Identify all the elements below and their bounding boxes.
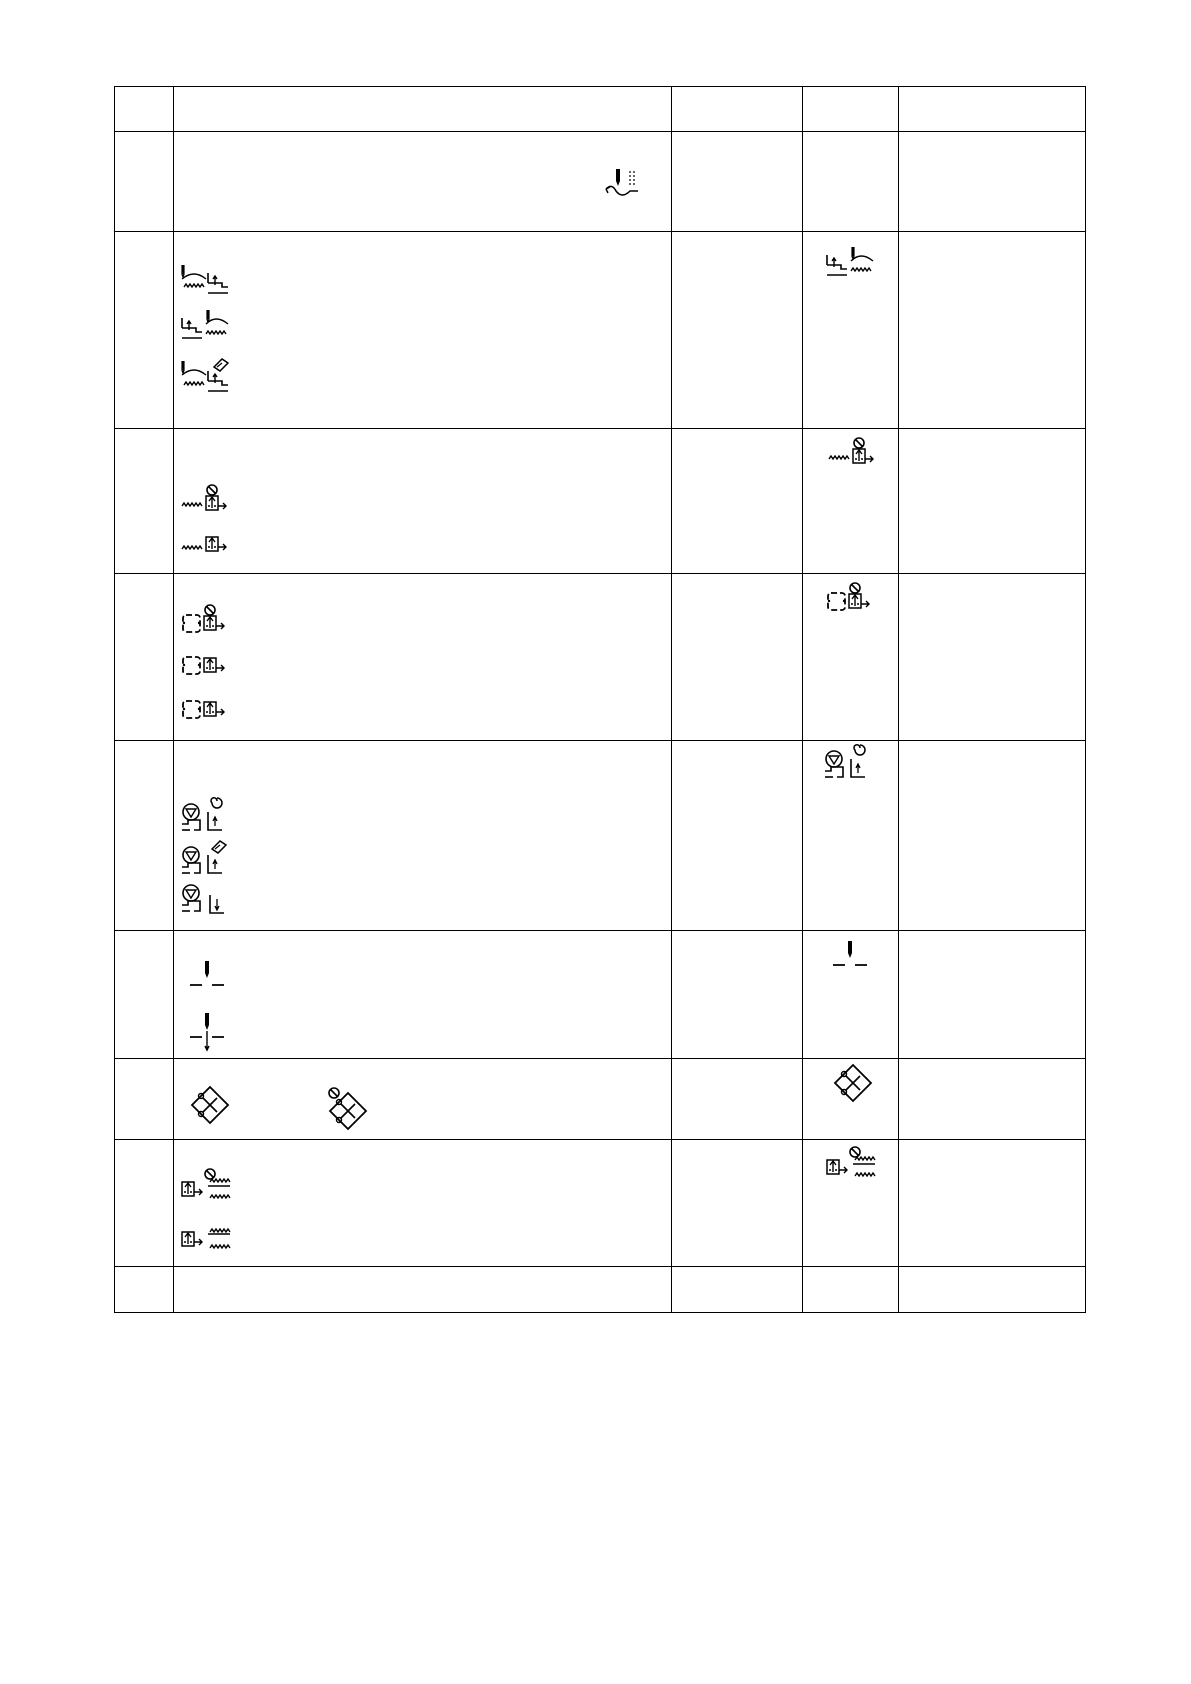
table-row [115, 132, 1086, 232]
default-cell [803, 741, 899, 931]
options-cell [174, 741, 672, 931]
range-cell [672, 132, 803, 232]
stop-switch-thread-up-icon [825, 743, 877, 781]
table-row [115, 741, 1086, 931]
row-number-cell [115, 574, 174, 741]
range-cell [672, 741, 803, 931]
table-header-row [115, 87, 1086, 132]
range-cell [672, 1140, 803, 1267]
remarks-cell [899, 429, 1086, 574]
stitch-no-foot-lift-icon [827, 437, 879, 469]
frame-lift-icon [180, 652, 232, 680]
frame-no-lift-icon [825, 582, 877, 614]
stop-switch-down-icon [182, 881, 234, 917]
range-cell [672, 1059, 803, 1140]
row-number-cell [115, 1059, 174, 1140]
options-cell [174, 1059, 672, 1140]
remarks-cell [899, 232, 1086, 429]
header-cell-remarks [899, 87, 1086, 132]
feed-lift-stitch-icon [180, 1222, 234, 1254]
row-number-cell [115, 1267, 174, 1313]
options-cell [174, 1140, 672, 1267]
header-cell-default [803, 87, 899, 132]
foot-down-then-stitch-icon [825, 247, 875, 279]
needle-with-thread-icon [604, 169, 640, 199]
options-cell [174, 574, 672, 741]
options-cell [174, 232, 672, 429]
feed-no-lift-stitch-icon [825, 1146, 879, 1182]
table-row [115, 931, 1086, 1059]
stop-switch-flag-up-icon [182, 839, 234, 877]
feed-no-lift-stitch-icon [180, 1168, 234, 1204]
stop-switch-thread-up-icon [182, 796, 234, 834]
foot-down-then-stitch-icon [180, 310, 230, 342]
table-row [115, 429, 1086, 574]
needle-down-position-icon [188, 1011, 228, 1051]
range-cell [672, 232, 803, 429]
frame-lift-alt-icon [180, 696, 232, 724]
default-cell [803, 132, 899, 232]
default-cell [803, 1140, 899, 1267]
range-cell [672, 429, 803, 574]
thread-trim-icon [833, 1063, 873, 1103]
header-cell-range [672, 87, 803, 132]
remarks-cell [899, 132, 1086, 232]
row-number-cell [115, 1140, 174, 1267]
table-row [115, 1267, 1086, 1313]
settings-table [114, 86, 1086, 1313]
options-cell [174, 429, 672, 574]
table-row [115, 232, 1086, 429]
range-cell [672, 931, 803, 1059]
row-number-cell [115, 232, 174, 429]
stitch-then-foot-with-flag-icon [180, 359, 230, 395]
default-cell [803, 429, 899, 574]
table-row [115, 1059, 1086, 1140]
default-cell [803, 574, 899, 741]
default-cell [803, 1267, 899, 1313]
remarks-cell [899, 1059, 1086, 1140]
default-cell [803, 1059, 899, 1140]
stitch-no-foot-lift-icon [180, 484, 232, 516]
range-cell [672, 1267, 803, 1313]
stitch-then-foot-down-icon [180, 265, 230, 297]
default-cell [803, 931, 899, 1059]
row-number-cell [115, 741, 174, 931]
remarks-cell [899, 741, 1086, 931]
table-row [115, 574, 1086, 741]
header-cell-no [115, 87, 174, 132]
frame-no-lift-icon [180, 604, 232, 636]
options-cell [174, 1267, 672, 1313]
remarks-cell [899, 574, 1086, 741]
needle-up-position-icon [831, 939, 871, 967]
header-cell-item [174, 87, 672, 132]
options-cell [174, 931, 672, 1059]
remarks-cell [899, 931, 1086, 1059]
row-number-cell [115, 931, 174, 1059]
stitch-foot-lift-icon [180, 529, 232, 557]
table-row [115, 1140, 1086, 1267]
row-number-cell [115, 132, 174, 232]
remarks-cell [899, 1140, 1086, 1267]
default-cell [803, 232, 899, 429]
options-cell [174, 132, 672, 232]
thread-trim-icon [190, 1085, 230, 1125]
needle-up-position-icon [188, 959, 228, 987]
remarks-cell [899, 1267, 1086, 1313]
range-cell [672, 574, 803, 741]
row-number-cell [115, 429, 174, 574]
thread-trim-disabled-icon [322, 1085, 368, 1131]
